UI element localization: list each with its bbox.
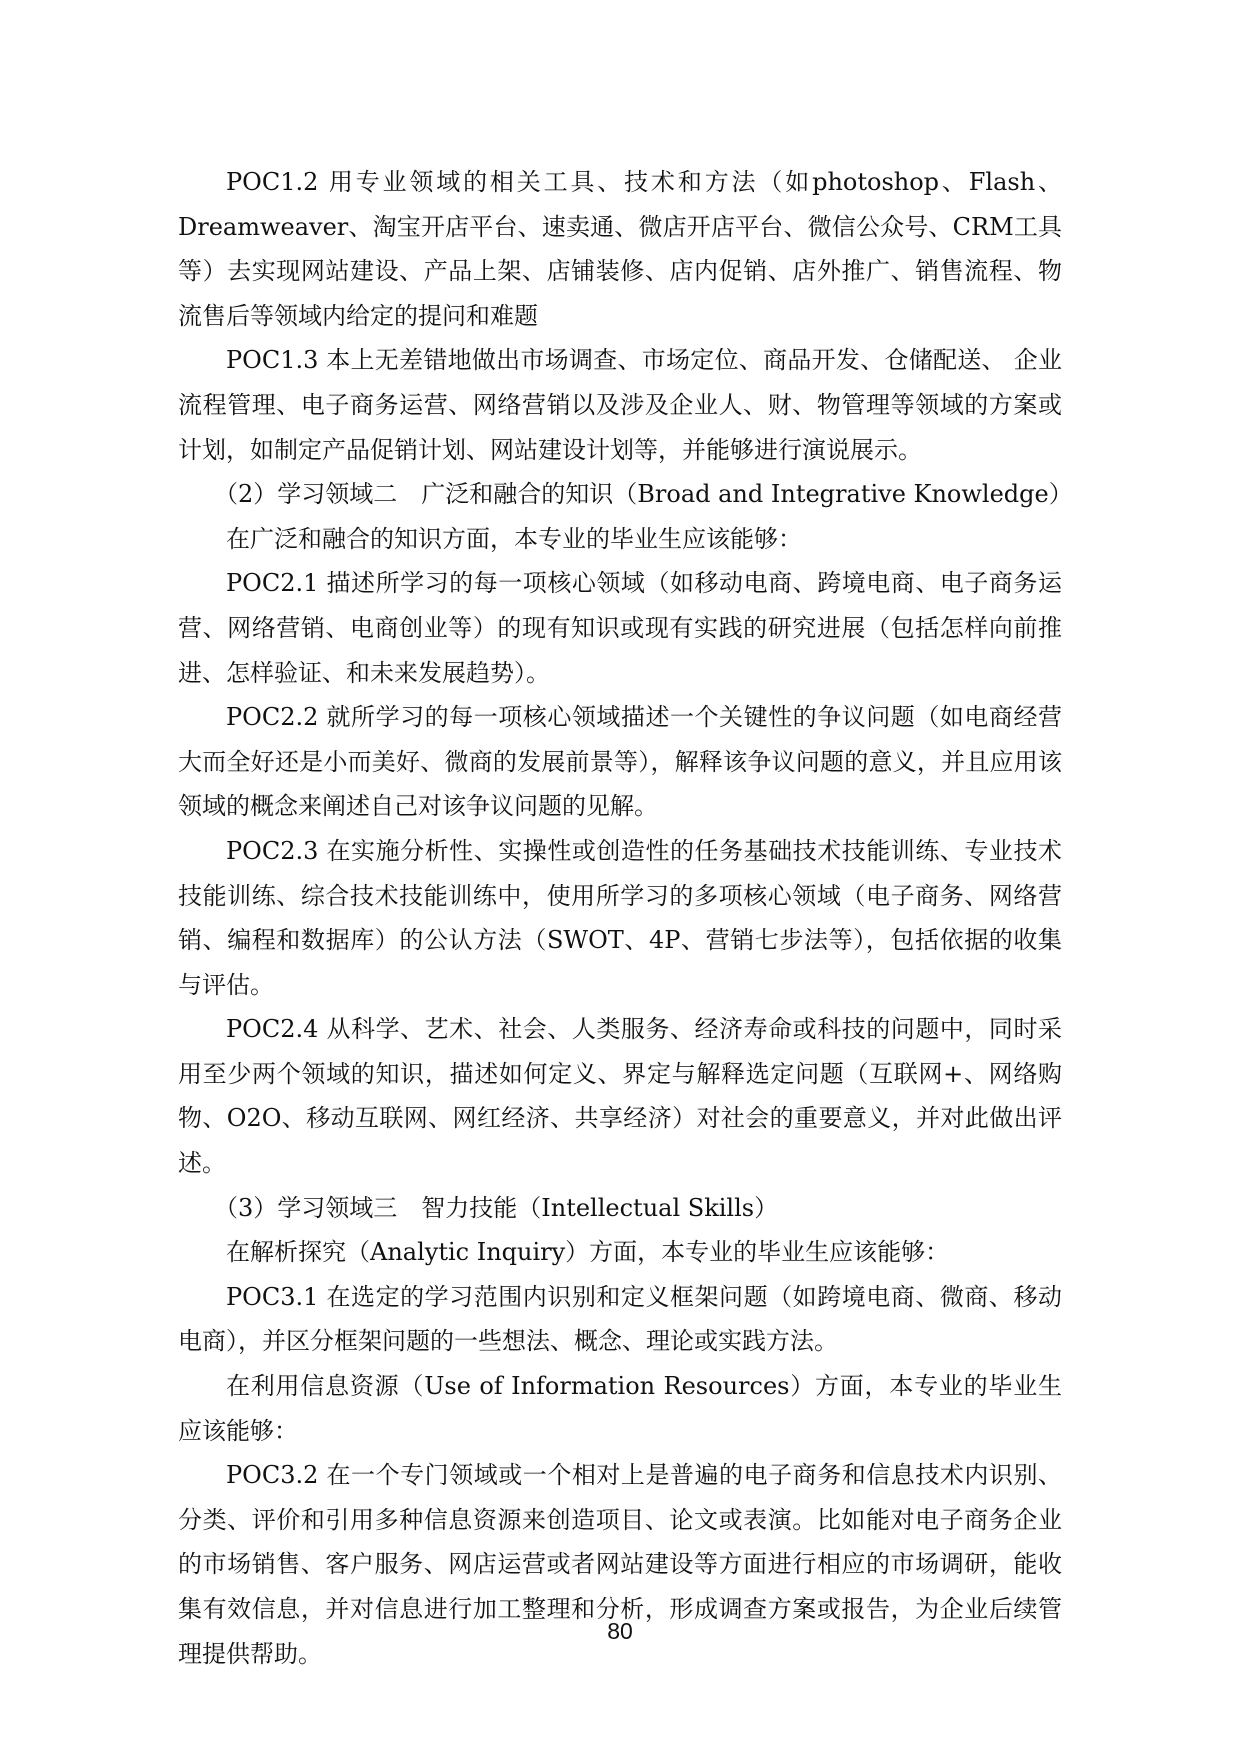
paragraph-intro-2: 在广泛和融合的知识方面，本专业的毕业生应该能够： [226,524,802,553]
paragraph-intro-analytic: 在解析探究（Analytic Inquiry）方面，本专业的毕业生应该能够： [226,1238,950,1267]
section-heading-3: （3）学习领域三 智力技能（Intellectual Skills） [214,1193,779,1222]
page-number: 80 [607,1618,633,1644]
paragraph-poc3-2: POC3.2 在一个专门领域或一个相对上是普遍的电子商务和信息技术内识别、分类、评价和引用多种信息资源来创造项目、论文或表演。比如能对电子商务企业的市场销售、客户服务、网店运营或者网站建设等方面进行相应的市场调研，能收集有效信息，并对信息进行加工整理和分析，形成调查方案或报告，为企业后续管理提供帮助。 [178,1461,1062,1668]
document-body [178,160,1073,1676]
paragraph-poc2-3: POC2.3 在实施分析性、实操性或创造性的任务基础技术技能训练、专业技术技能训练、综合技术技能训练中，使用所学习的多项核心领域（电子商务、网络营销、编程和数据库）的公认方法（SWOT、4P、营销七步法等），包括依据的收集与评估。 [178,836,1062,999]
paragraph-poc3-1: POC3.1 在选定的学习范围内识别和定义框架问题（如跨境电商、微商、移动电商），并区分框架问题的一些想法、概念、理论或实践方法。 [178,1282,1062,1356]
paragraph-intro-info: 在利用信息资源（Use of Information Resources）方面，本专业的毕业生应该能够： [178,1372,1062,1445]
paragraph-poc2-4: POC2.4 从科学、艺术、社会、人类服务、经济寿命或科技的问题中，同时采用至少两个领域的知识，描述如何定义、界定与解释选定问题（互联网+、网络购物、O2O、移动互联网、网红经济、共享经济）对社会的重要意义，并对此做出评述。 [178,1015,1062,1178]
paragraph-poc2-1: POC2.1 描述所学习的每一项核心领域（如移动电商、跨境电商、电子商务运营、网络营销、电商创业等）的现有知识或现有实践的研究进展（包括怎样向前推进、怎样验证、和未来发展趋势）。 [178,569,1062,687]
paragraph-poc2-2: POC2.2 就所学习的每一项核心领域描述一个关键性的争议问题（如电商经营大而全好还是小而美好、微商的发展前景等），解释该争议问题的意义，并且应用该领域的概念来阐述自己对该争议问题的见解。 [178,703,1062,821]
section-heading-2: （2）学习领域二 广泛和融合的知识（Broad and Integrative Knowledge） [214,480,1073,509]
paragraph-poc1-3: POC1.3 本上无差错地做出市场调查、市场定位、商品开发、仓储配送、 企业流程管理、电子商务运营、网络营销以及涉及企业人、财、物管理等领域的方案或计划，如制定产品促销计划、网站建设计划等，并能够进行演说展示。 [178,346,1062,464]
paragraph-poc1-2: POC1.2 用专业领域的相关工具、技术和方法（如photoshop、Flash、Dreamweaver、淘宝开店平台、速卖通、微店开店平台、微信公众号、CRM工具等）去实现网站建设、产品上架、店铺装修、店内促销、店外推广、销售流程、物流售后等领域内给定的提问和难题 [178,168,1062,330]
